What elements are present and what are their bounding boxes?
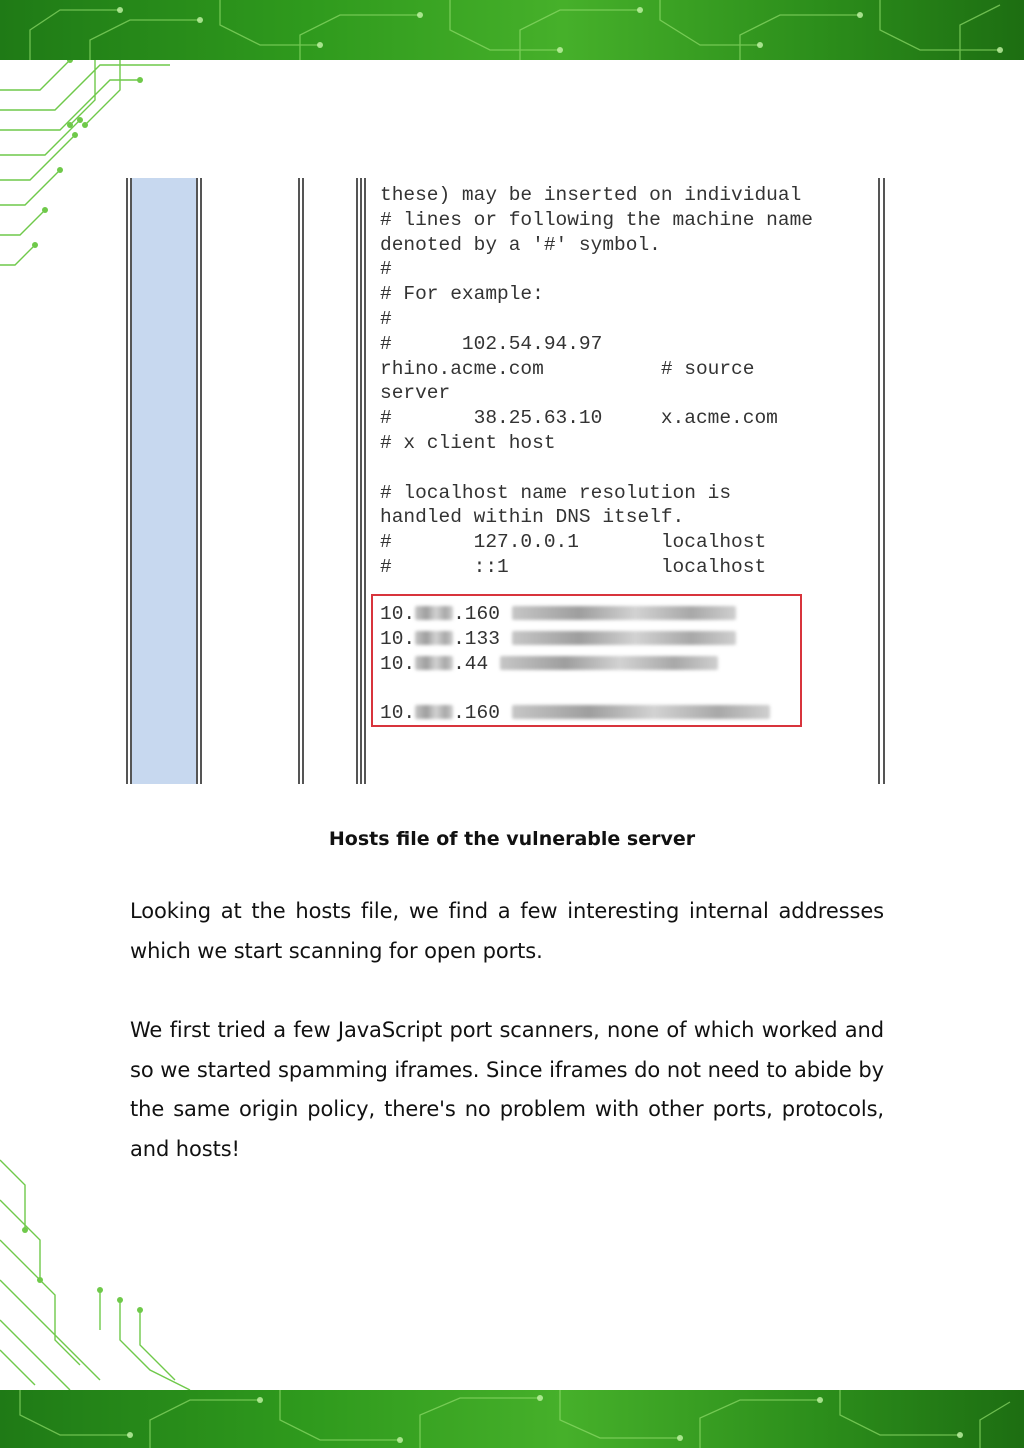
code-line: # — [380, 307, 392, 330]
ip-prefix: 10. — [380, 603, 416, 625]
hosts-file-screenshot — [124, 178, 888, 786]
circuit-pattern-icon — [0, 1390, 1024, 1448]
header-circuit-band — [0, 0, 1024, 60]
divider — [302, 178, 304, 784]
redacted-octet — [415, 656, 453, 670]
body-paragraph: Looking at the hosts file, we find a few interesting internal addresses which we start scanning for open ports. — [130, 899, 884, 963]
redacted-hostname — [500, 656, 718, 670]
code-line: server — [380, 382, 451, 405]
divider — [360, 178, 362, 784]
host-entry — [380, 701, 770, 726]
internal-host-entries — [380, 602, 770, 726]
redacted-octet — [415, 606, 453, 620]
redacted-hostname — [512, 631, 736, 645]
ip-prefix: 10. — [380, 702, 416, 725]
divider — [200, 178, 202, 784]
circuit-corner-icon — [0, 1140, 200, 1390]
editor-sidebar-column — [131, 178, 196, 784]
code-line: these) may be inserted on individual — [380, 184, 802, 206]
host-entry — [380, 652, 770, 677]
code-line: # localhost name resolution is — [380, 481, 732, 504]
redacted-hostname — [512, 705, 770, 719]
redacted-hostname — [512, 606, 736, 620]
circuit-decoration-bottom-left — [0, 1140, 200, 1390]
code-line: # 38.25.63.10 x.acme.com — [380, 407, 778, 430]
ip-suffix: .160 — [453, 603, 500, 625]
divider — [298, 178, 300, 784]
code-line: # x client host — [380, 431, 556, 454]
code-line: # lines or following the machine name — [380, 208, 813, 231]
host-entry — [380, 602, 770, 627]
redacted-octet — [415, 705, 453, 719]
code-line: # ::1 localhost — [380, 555, 767, 578]
divider — [196, 178, 198, 784]
ip-prefix: 10. — [380, 652, 416, 675]
divider — [878, 178, 880, 784]
code-line: handled within DNS itself. — [380, 506, 685, 529]
divider — [126, 178, 128, 784]
divider — [130, 178, 132, 784]
ip-suffix: .44 — [453, 652, 489, 675]
divider — [883, 178, 885, 784]
code-line: # For example: — [380, 283, 544, 306]
circuit-pattern-icon — [0, 0, 1024, 60]
code-line — [380, 456, 813, 481]
code-line: rhino.acme.com # source — [380, 357, 755, 380]
code-line: # 102.54.94.97 — [380, 332, 603, 355]
hosts-file-text — [380, 183, 813, 580]
host-entry — [380, 627, 770, 652]
divider — [356, 178, 358, 784]
redacted-octet — [415, 631, 453, 645]
code-line: # 127.0.0.1 localhost — [380, 531, 767, 554]
body-paragraph: We first tried a few JavaScript port scanners, none of which worked and so we started spamming iframes. Since iframes do not need to abide by the same origin policy, there's no problem with other ports, protocols, and hosts! — [130, 1018, 884, 1161]
code-line: denoted by a '#' symbol. — [380, 233, 661, 256]
ip-suffix: .160 — [453, 702, 500, 725]
ip-suffix: .133 — [453, 627, 500, 650]
divider — [364, 178, 366, 784]
code-line: # — [380, 258, 392, 281]
figure-caption: Hosts file of the vulnerable server — [328, 828, 696, 850]
ip-prefix: 10. — [380, 627, 416, 650]
footer-circuit-band — [0, 1390, 1024, 1448]
